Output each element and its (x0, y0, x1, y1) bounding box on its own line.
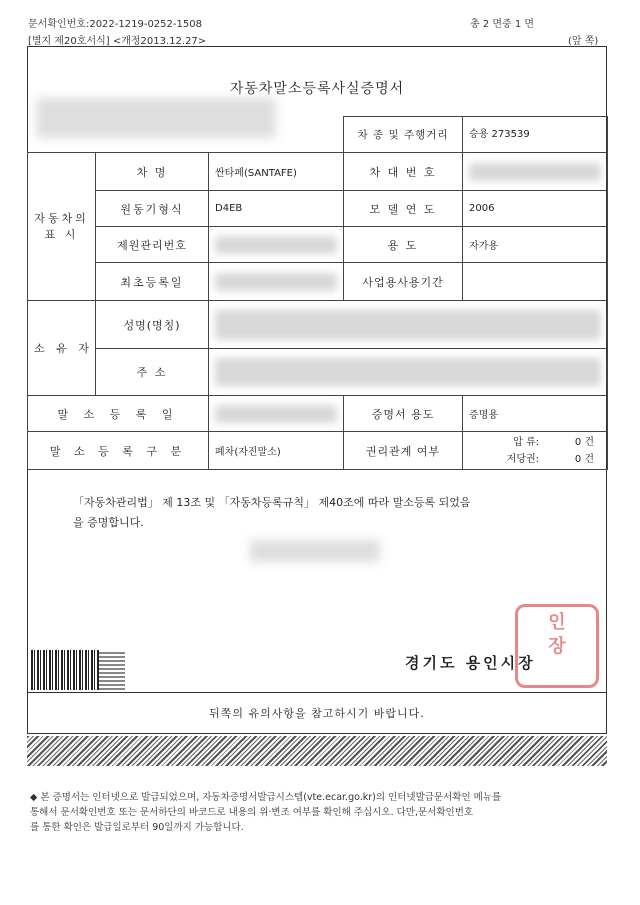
cancel-type-value: 폐차(자진말소) (209, 432, 344, 470)
cancel-type-label: 말 소 등 록 구 분 (28, 432, 209, 470)
table-row (28, 117, 608, 153)
cert-purpose-value: 증명용 (463, 396, 608, 432)
vin-label: 차 대 번 호 (344, 153, 463, 191)
redacted-issue-date (250, 540, 380, 562)
certificate-table (27, 116, 608, 470)
seizure-label: 압 류: (513, 436, 540, 448)
engine-value: D4EB (209, 191, 344, 227)
page-side: (앞 쪽) (568, 36, 599, 47)
owner-name-label: 성명(명칭) (96, 301, 209, 349)
address-label: 주 소 (96, 349, 209, 396)
form-label: [별지 제20호서식] <개정2013.12.27> (28, 36, 207, 47)
barcode-icon (27, 736, 607, 766)
business-period-label: 사업용사용기간 (344, 263, 463, 301)
document-title: 자동차말소등록사실증명서 (229, 81, 405, 97)
table-row (28, 153, 608, 191)
mortgage-label: 저당권: (506, 453, 540, 465)
mortgage-value: 0 건 (574, 453, 595, 465)
table-row (28, 349, 608, 396)
verification-code-icon (31, 650, 125, 690)
first-reg-label: 최초등록일 (96, 263, 209, 301)
model-year-label: 모 델 연 도 (344, 191, 463, 227)
notice-divider (27, 692, 607, 693)
certification-statement (73, 493, 471, 533)
rights-label: 권리관계 여부 (344, 432, 463, 470)
spec-value (209, 227, 344, 263)
name-value: 싼타페(SANTAFE) (209, 153, 344, 191)
statement-line-2: 을 증명합니다. (73, 516, 144, 529)
table-row (28, 263, 608, 301)
footnote-line-3: 를 통한 확인은 발급일로부터 90일까지 가능합니다. (30, 822, 244, 833)
cancel-date-label: 말 소 등 록 일 (28, 396, 209, 432)
issuer-name: 경기도 용인시장 (405, 654, 536, 672)
statement-line-1: 「자동차관리법」 제 13조 및 「자동차등록규칙」 제40조에 따라 말소등록 되었음 (73, 496, 471, 509)
rights-value (463, 432, 608, 470)
spec-label: 제원관리번호 (96, 227, 209, 263)
cancel-date-value (209, 396, 344, 432)
owner-name-value (209, 301, 608, 349)
table-row (28, 301, 608, 349)
model-year-value: 2006 (463, 191, 608, 227)
table-row (28, 396, 608, 432)
business-period-value (463, 263, 608, 301)
vehicle-group-label: 자동차의 표 시 (28, 153, 96, 301)
footnote-line-1: ◆ 본 증명서는 인터넷으로 발급되었으며, 자동차증명서발급시스템(vte.ecar.go.kr)의 인터넷발급문서확인 메뉴를 (30, 792, 502, 803)
footnote-line-2: 통해서 문서확인번호 또는 문서하단의 바코드로 내용의 위·변조 여부를 확인해 주십시오. 다만,문서확인번호 (30, 807, 474, 818)
table-row (28, 227, 608, 263)
use-label: 용 도 (344, 227, 463, 263)
use-value: 자가용 (463, 227, 608, 263)
type-label: 차 종 및 주행거리 (344, 117, 463, 153)
vin-value (463, 153, 608, 191)
engine-label: 원동기형식 (96, 191, 209, 227)
back-notice: 뒤쪽의 유의사항을 참고하시기 바랍니다. (209, 707, 425, 720)
doc-number: 문서확인번호:2022-1219-0252-1508 (28, 19, 202, 30)
table-row (28, 191, 608, 227)
type-value: 승용 273539 (463, 117, 608, 153)
verification-footnote (30, 790, 610, 835)
address-value (209, 349, 608, 396)
official-seal-icon: 인 장 (515, 604, 599, 688)
name-label: 차 명 (96, 153, 209, 191)
page-info: 총 2 면중 1 면 (470, 19, 535, 30)
seizure-value: 0 건 (574, 436, 595, 448)
cert-purpose-label: 증명서 용도 (344, 396, 463, 432)
owner-group-label: 소 유 자 (28, 301, 96, 396)
table-row (28, 432, 608, 470)
first-reg-value (209, 263, 344, 301)
